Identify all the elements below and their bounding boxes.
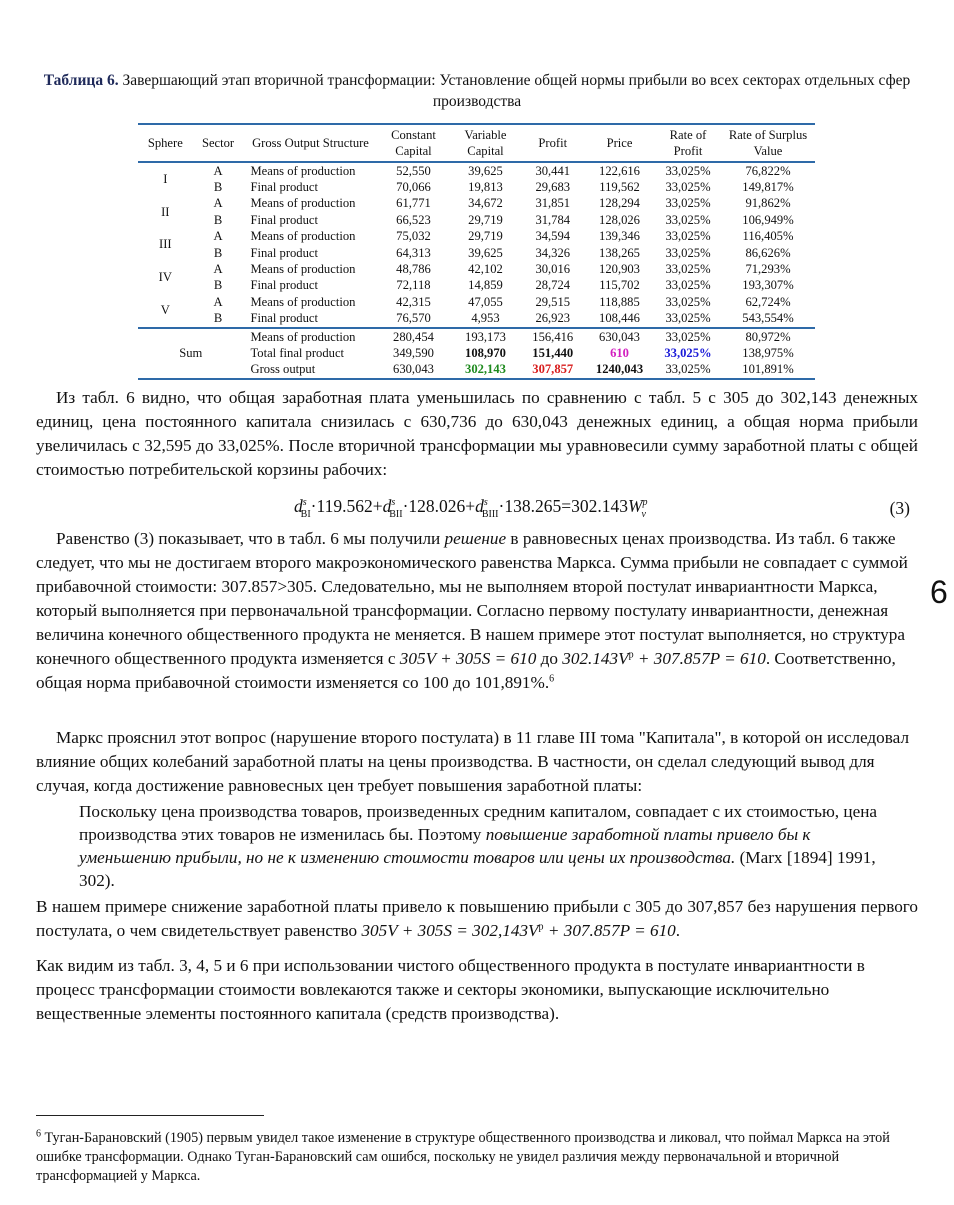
header-sector: Sector: [193, 124, 244, 162]
sum-constant-cell: 280,454: [377, 328, 449, 345]
header-structure: Gross Output Structure: [243, 124, 377, 162]
paragraph-2: Равенство (3) показывает, что в табл. 6 мы получили решение в равновесных ценах производства. Из табл. 6 также следует, что мы не достигаем второго макроэкономического равенства Маркса. Сумма прибыли не совпадает с суммой прибавочной стоимости: 307.857>305. Следовательно, мы не выполняем второй постулат инвариантности Маркса, который выполняется при первоначальной трансформации. Согласно первому постулату инвариантности, денежная величина конечного общественного продукта не меняется. В нашем примере этот постулат выполняется, но структура конечного общественного продукта изменяется с 305V + 305S = 610 до $302.143V^p + 307.857P = 610$. Соответственно, общая норма прибавочной стоимости изменяется со 100 до 101,891%.$^6$: [36, 529, 908, 692]
price-cell: 120,903: [599, 262, 640, 277]
rate-surplus-cell: 543,554%: [742, 311, 794, 326]
sector-cell: A: [213, 163, 223, 178]
table-6-container: [138, 123, 815, 380]
sum-rate-profit-cell: 33,025%: [655, 328, 721, 345]
sum-rate-surplus-cell: 80,972%: [721, 328, 815, 345]
sphere-cell: V: [160, 303, 170, 318]
table-row: [138, 212, 815, 228]
header-sphere: Sphere: [138, 124, 193, 162]
table-row: [138, 229, 815, 245]
footnote-ref-6[interactable]: 6: [549, 673, 555, 685]
footnote-separator: [36, 1115, 264, 1116]
price-cell: 115,702: [599, 278, 640, 293]
paragraph-4: В нашем примере снижение заработной платы привело к повышению прибыли с 305 до 307,857 без нарушения первого постулата, о чем свидетельствует равенство $305V + 305S = 302,143V^p + 307.857P = 610$.: [36, 897, 918, 940]
sum-price-cell: 630,043: [584, 328, 655, 345]
structure-cell: Means of production: [250, 196, 356, 211]
sum-rate-profit-cell: 33,025%: [664, 345, 712, 360]
profit-cell: 31,784: [535, 212, 571, 227]
sector-cell: B: [213, 212, 223, 227]
sphere-cell: I: [163, 171, 168, 186]
sum-profit-cell: 156,416: [521, 328, 584, 345]
table-row: [138, 245, 815, 261]
header-rate-surplus: Rate of Surplus Value: [721, 124, 815, 162]
structure-cell: Final product: [250, 180, 318, 195]
structure-cell: Final product: [250, 212, 318, 227]
structure-cell: Final product: [250, 278, 318, 293]
price-cell: 119,562: [599, 180, 640, 195]
price-cell: 118,885: [599, 294, 640, 309]
table-row: [138, 179, 815, 195]
rate-profit-cell: 33,025%: [665, 180, 711, 195]
constant-cell: 76,570: [396, 311, 431, 326]
variable-cell: 42,102: [468, 262, 503, 277]
table-caption: [40, 70, 914, 112]
structure-cell: Final product: [250, 311, 318, 326]
sum-structure-cell: Total final product: [250, 345, 345, 360]
profit-cell: 29,515: [535, 294, 571, 309]
price-cell: 138,265: [599, 245, 640, 260]
sum-profit-cell: 307,857: [532, 362, 574, 377]
sum-structure-cell: Means of production: [243, 328, 377, 345]
rate-profit-cell: 33,025%: [665, 212, 711, 227]
rate-surplus-cell: 193,307%: [742, 278, 794, 293]
constant-cell: 52,550: [396, 163, 431, 178]
table-row: [138, 261, 815, 277]
rate-profit-cell: 33,025%: [665, 196, 711, 211]
caption-label: Таблица 6.: [43, 72, 119, 89]
profit-cell: 29,683: [535, 180, 571, 195]
variable-cell: 29,719: [468, 212, 503, 227]
table-row: [138, 278, 815, 294]
sphere-cell: II: [161, 204, 170, 219]
variable-cell: 39,625: [468, 163, 503, 178]
rate-surplus-cell: 86,626%: [745, 245, 791, 260]
paragraph-3: Маркс прояснил этот вопрос (нарушение второго постулата) в 11 главе III тома "Капитала", в которой он исследовал влияние общих колебаний заработной платы на цены производства. В частности, он сделал следующий вывод для случая, когда достижение равновесных цен требует повышения заработной платы:: [36, 728, 910, 795]
profit-cell: 34,326: [535, 245, 571, 260]
table-header-row: [138, 124, 815, 162]
rate-surplus-cell: 106,949%: [742, 212, 794, 227]
sum-price-cell: 1240,043: [595, 362, 644, 377]
constant-cell: 61,771: [396, 196, 431, 211]
constant-cell: 64,313: [396, 245, 431, 260]
price-cell: 139,346: [599, 229, 640, 244]
variable-cell: 29,719: [468, 229, 503, 244]
sum-rate-surplus-cell: 138,975%: [742, 345, 794, 360]
table-row: [138, 294, 815, 310]
table-row: [138, 162, 815, 179]
header-rate-profit: Rate of Profit: [655, 124, 721, 162]
sphere-cell: III: [159, 237, 172, 252]
profit-cell: 30,441: [535, 163, 571, 178]
structure-cell: Means of production: [250, 262, 356, 277]
equation-3-expression: $d^s_{BI}\cdot 119.562+d^s_{BII}\cdot 128.026+d^s_{BIII}\cdot 138.265=302.143W^p_v$: [294, 496, 648, 520]
sum-rate-profit-cell: 33,025%: [665, 362, 711, 377]
sum-constant-cell: 630,043: [393, 362, 434, 377]
sector-cell: B: [213, 311, 223, 326]
sum-variable-cell: 193,173: [449, 328, 521, 345]
rate-surplus-cell: 76,822%: [745, 163, 791, 178]
sector-cell: B: [213, 245, 223, 260]
sum-variable-cell: 108,970: [465, 345, 506, 360]
variable-cell: 47,055: [468, 294, 503, 309]
constant-cell: 72,118: [396, 278, 431, 293]
variable-cell: 14,859: [468, 278, 503, 293]
rate-profit-cell: 33,025%: [665, 229, 711, 244]
block-quote: Поскольку цена производства товаров, произведенных средним капиталом, совпадает с их стоимостью, цена производства этих товаров не изменилась бы. Поэтому повышение заработной платы привело бы к уменьшению прибыли, но не к изменению стоимости товаров или цены их производства. (Marx [1894] 1991, 302).: [79, 802, 878, 890]
sector-cell: A: [213, 229, 223, 244]
table-6: [138, 123, 815, 380]
paragraph-1: Из табл. 6 видно, что общая заработная плата уменьшилась по сравнению с табл. 5 с 305 до 302,143 денежных единиц, цена постоянного капитала снизилась с 630,736 до 630,043 денежных единиц, а общая норма прибыли увеличилась с 32,595 до 33,025%. После вторичной трансформации мы уравновесили сумму заработной платы с общей стоимостью потребительской корзины рабочих:: [36, 388, 918, 479]
profit-cell: 28,724: [535, 278, 571, 293]
variable-cell: 39,625: [468, 245, 503, 260]
profit-cell: 31,851: [535, 196, 571, 211]
rate-profit-cell: 33,025%: [665, 311, 711, 326]
sum-variable-cell: 302,143: [465, 362, 506, 377]
price-cell: 108,446: [599, 311, 640, 326]
sector-cell: B: [213, 180, 223, 195]
rate-surplus-cell: 62,724%: [745, 294, 791, 309]
constant-cell: 75,032: [396, 229, 431, 244]
page-number: 6: [930, 574, 948, 610]
rate-surplus-cell: 116,405%: [742, 229, 794, 244]
paragraph-5: Как видим из табл. 3, 4, 5 и 6 при использовании чистого общественного продукта в постулате инвариантности в процесс трансформации стоимости вовлекаются также и секторы экономики, выпускающие исключительно вещественные элементы постоянного капитала (средств производства).: [36, 956, 865, 1023]
sum-structure-cell: Gross output: [250, 362, 316, 377]
variable-cell: 4,953: [471, 311, 500, 326]
table-row: [138, 311, 815, 328]
sphere-cell: IV: [158, 270, 172, 285]
price-cell: 128,294: [599, 196, 640, 211]
equation-3-number: (3): [889, 498, 910, 518]
header-variable: Variable Capital: [449, 124, 521, 162]
structure-cell: Means of production: [250, 229, 356, 244]
sector-cell: B: [213, 278, 223, 293]
sum-row: [138, 328, 815, 345]
sum-profit-cell: 151,440: [532, 345, 574, 360]
sector-cell: A: [213, 262, 223, 277]
structure-cell: Final product: [250, 245, 318, 260]
profit-cell: 30,016: [535, 262, 571, 277]
rate-profit-cell: 33,025%: [665, 294, 711, 309]
variable-cell: 34,672: [468, 196, 503, 211]
header-price: Price: [584, 124, 655, 162]
equation-3: [36, 494, 918, 524]
rate-surplus-cell: 149,817%: [742, 180, 794, 195]
caption-text: Завершающий этап вторичной трансформации: Установление общей нормы прибыли во всех секторах отдельных сфер производства: [118, 72, 911, 110]
sum-rate-surplus-cell: 101,891%: [742, 362, 794, 377]
constant-cell: 42,315: [396, 294, 431, 309]
rate-profit-cell: 33,025%: [665, 245, 711, 260]
price-cell: 122,616: [599, 163, 640, 178]
sum-label: Sum: [138, 328, 243, 379]
header-constant: Constant Capital: [377, 124, 449, 162]
profit-cell: 26,923: [535, 311, 571, 326]
structure-cell: Means of production: [250, 294, 356, 309]
table-row: [138, 196, 815, 212]
rate-profit-cell: 33,025%: [665, 278, 711, 293]
sector-cell: A: [213, 196, 223, 211]
constant-cell: 66,523: [396, 212, 431, 227]
sector-cell: A: [213, 294, 223, 309]
profit-cell: 34,594: [535, 229, 571, 244]
constant-cell: 70,066: [396, 180, 431, 195]
rate-profit-cell: 33,025%: [665, 262, 711, 277]
rate-surplus-cell: 71,293%: [745, 262, 791, 277]
rate-surplus-cell: 91,862%: [745, 196, 791, 211]
constant-cell: 48,786: [396, 262, 431, 277]
price-cell: 128,026: [599, 212, 640, 227]
rate-profit-cell: 33,025%: [665, 163, 711, 178]
variable-cell: 19,813: [468, 180, 503, 195]
header-profit: Profit: [521, 124, 584, 162]
sum-constant-cell: 349,590: [393, 345, 434, 360]
footnote-6: $^6$ Туган-Барановский (1905) первым увидел такое изменение в структуре общественного производства и ликовал, что поймал Маркса на этой ошибке трансформации. Однако Туган-Барановский сам ошибся, поскольку не увидел различия между первоначальной и вторичной трансформацией у Маркса.: [36, 1128, 890, 1184]
structure-cell: Means of production: [250, 163, 356, 178]
sum-price-cell: 610: [610, 345, 629, 360]
